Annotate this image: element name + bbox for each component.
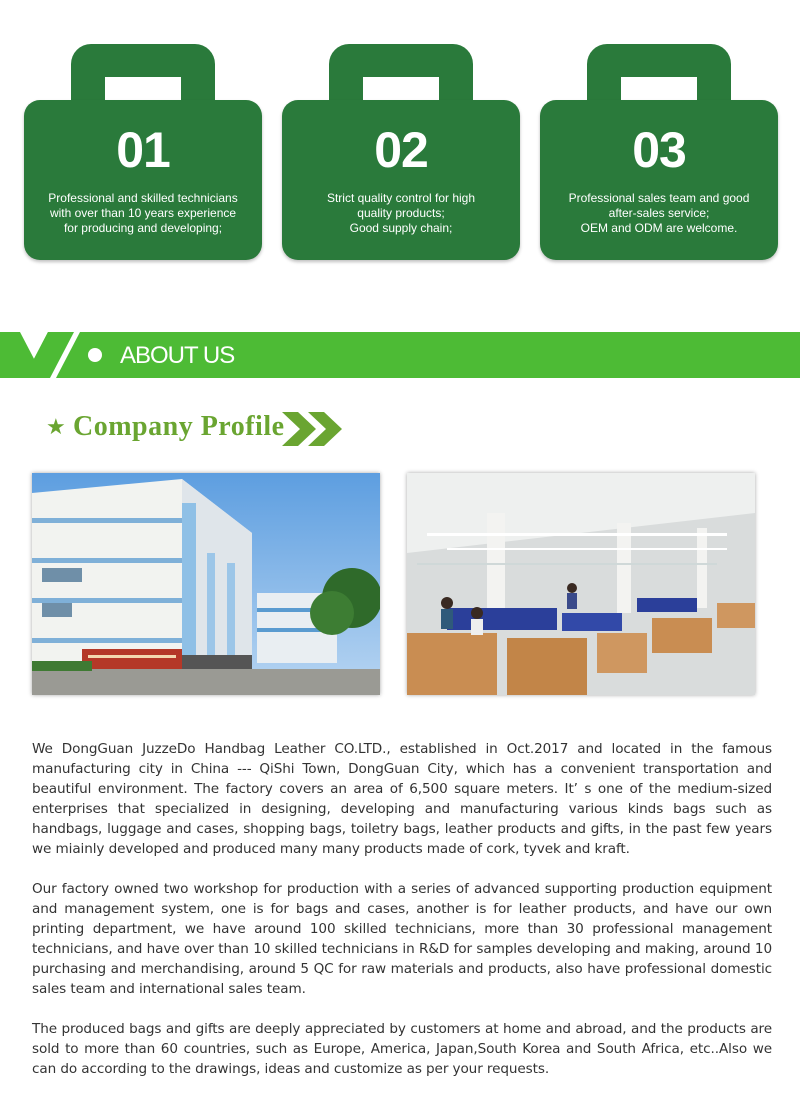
feature-description: Professional sales team and good after-sales service; OEM and ODM are welcome. <box>568 191 750 235</box>
feature-number: 03 <box>632 122 686 178</box>
feature-number: 02 <box>374 122 428 178</box>
factory-description-paragraph: Our factory owned two workshop for production with a series of advanced supporting production equipment and management system, one is for bags and cases, another is for leather products, and have our own printing department, we have around 100 skilled technicians, more than 30 professional management technicians, and have over than 10 skilled technicians in R&D for samples developing and making, around 10 purchasing and merchandising, around 5 QC for raw materials and products, also have professional domestic sales team and international sales team. <box>32 881 772 997</box>
market-description-paragraph: The produced bags and gifts are deeply appreciated by customers at home and abroad, and the products are sold to more than 60 countries, such as Europe, America, Japan,South Korea and South Africa, etc..Also we can do according to the drawings, ideas and customize as per your requests. <box>32 1021 772 1077</box>
banner-notch-icon <box>0 332 80 378</box>
star-icon: ★ <box>46 415 66 440</box>
feature-number: 01 <box>116 122 170 178</box>
company-description-paragraph: We DongGuan JuzzeDo Handbag Leather CO.LTD., established in Oct.2017 and located in the famous manufacturing city in China --- QiShi Town, DongGuan City, which has a convenient transportation and beautiful environment. The factory covers an area of 6,500 square meters. It’ s one of the medium-sized enterprises that specialized in designing, developing and manufacturing various kinds bags such as handbags, luggage and cases, shopping bags, toiletry bags, leather products and gifts, in the past few years we miainly developed and produced many many products made of cork, tyvek and kraft. <box>32 741 772 857</box>
factory-building-photo <box>32 473 380 695</box>
feature-card-1 <box>24 44 262 260</box>
bullet-dot-icon <box>88 348 102 362</box>
feature-card-3 <box>540 44 778 260</box>
company-profile-title: Company Profile <box>73 411 285 442</box>
feature-card-2 <box>282 44 520 260</box>
double-chevron-right-icon <box>282 412 346 446</box>
workshop-photo <box>407 473 755 695</box>
about-us-title: ABOUT US <box>120 342 235 369</box>
feature-description: Professional and skilled technicians with over than 10 years experience for producing and developing; <box>48 191 238 235</box>
feature-description: Strict quality control for high quality products; Good supply chain; <box>326 191 476 235</box>
